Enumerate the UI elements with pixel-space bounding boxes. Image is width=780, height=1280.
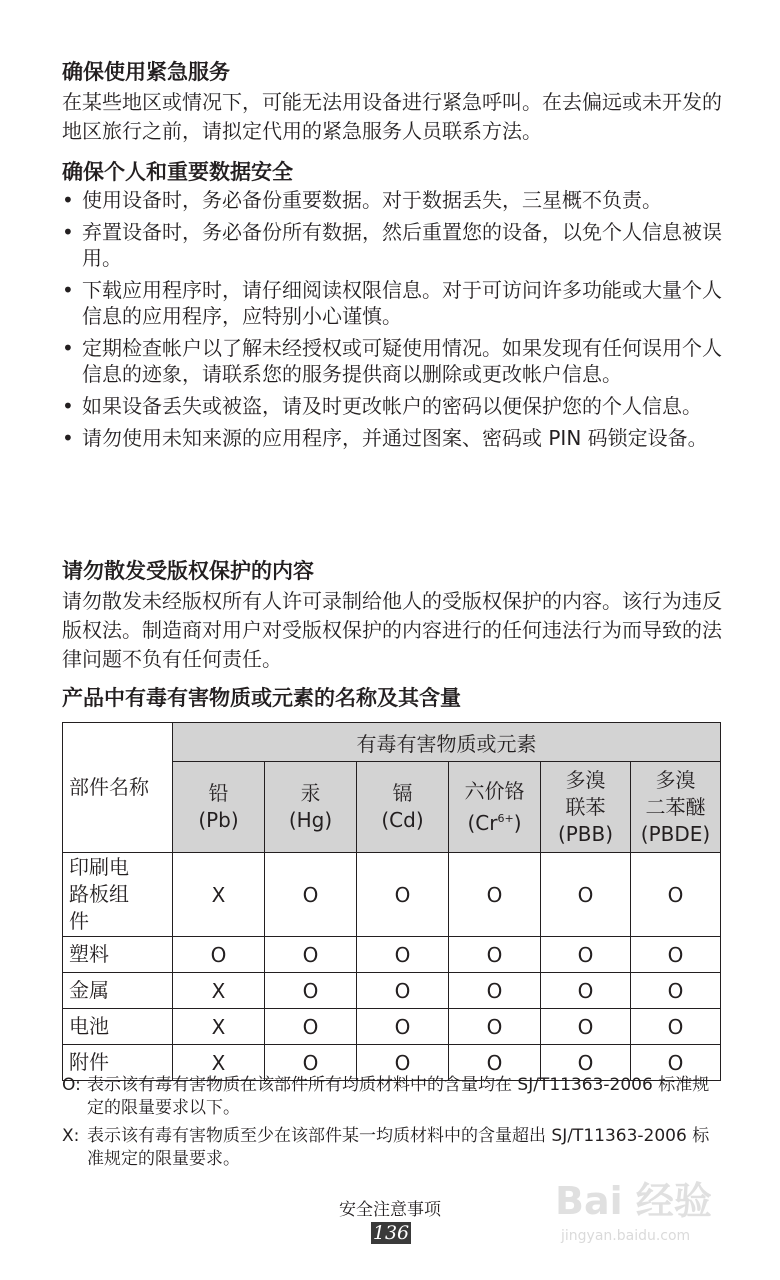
heading-hazardous-substances: 产品中有毒有害物质或元素的名称及其含量 <box>62 686 461 710</box>
table-cell: O <box>449 973 541 1009</box>
bullet-dot: • <box>62 336 74 360</box>
table-cell: X <box>173 853 265 937</box>
note-text: 表示该有毒有害物质至少在该部件某一均质材料中的含量超出 SJ/T11363-2006 标准规定的限量要求。 <box>87 1126 710 1169</box>
table-cell: O <box>541 853 631 937</box>
watermark-url: jingyan.baidu.com <box>561 1228 691 1244</box>
substance-name: 六价铬 <box>464 778 525 803</box>
bullet-dot: • <box>62 426 74 450</box>
substance-column-header <box>631 762 721 853</box>
substance-column-header <box>357 762 449 853</box>
substance-symbol: (PBB) <box>557 821 614 846</box>
watermark-logo: Bai 经验 <box>555 1179 712 1223</box>
list-item-text: 请勿使用未知来源的应用程序，并通过图案、密码或 PIN 码锁定设备。 <box>82 426 708 450</box>
note-marker: X: <box>62 1126 80 1146</box>
substance-group-header: 有毒有害物质或元素 <box>173 723 721 762</box>
substance-column-header <box>173 762 265 853</box>
table-cell: O <box>631 1045 721 1081</box>
symbol-suffix: ) <box>513 810 522 835</box>
hazardous-substances-table <box>62 722 721 1081</box>
substance-symbol: (PBDE) <box>640 821 711 846</box>
symbol-prefix: (Cr <box>467 810 498 835</box>
paragraph-copyright: 请勿散发未经版权所有人许可录制给他人的受版权保护的内容。该行为违反版权法。制造商对用户对受版权保护的内容进行的任何违法行为而导致的法律问题不负有任何责任。 <box>62 589 722 671</box>
heading-emergency: 确保使用紧急服务 <box>62 60 230 84</box>
substance-symbol: (Pb) <box>198 808 239 832</box>
table-cell: O <box>265 937 357 973</box>
substance-symbol <box>450 805 539 837</box>
page-number: 136 <box>372 1222 410 1244</box>
component-name: 印刷电路板组件 <box>63 853 173 937</box>
table-cell: O <box>631 937 721 973</box>
table-cell: X <box>173 1009 265 1045</box>
symbol-superscript: 6+ <box>497 811 514 825</box>
list-item <box>62 277 722 329</box>
list-item <box>62 187 722 213</box>
table-row <box>63 937 721 973</box>
list-item <box>62 425 722 451</box>
substance-name: 汞 <box>300 781 321 805</box>
data-security-list <box>62 187 722 457</box>
table-cell: O <box>357 937 449 973</box>
heading-data-security: 确保个人和重要数据安全 <box>62 160 293 184</box>
table-row <box>63 1009 721 1045</box>
component-name: 电池 <box>63 1009 173 1045</box>
table-cell: O <box>631 973 721 1009</box>
substance-name-line2: 联苯 <box>565 794 606 819</box>
substance-name-line2: 二苯醚 <box>645 794 706 819</box>
table-cell: O <box>357 973 449 1009</box>
substance-symbol: (Cd) <box>381 808 424 832</box>
list-item <box>62 219 722 271</box>
substance-name: 镉 <box>392 781 413 805</box>
component-header: 部件名称 <box>63 723 173 853</box>
table-cell: O <box>357 1009 449 1045</box>
table-cell: O <box>449 1045 541 1081</box>
paragraph-emergency: 在某些地区或情况下，可能无法用设备进行紧急呼叫。在去偏远或未开发的地区旅行之前，请拟定代用的紧急服务人员联系方法。 <box>62 90 722 143</box>
component-name: 附件 <box>63 1045 173 1081</box>
substance-name: 多溴 <box>565 767 606 792</box>
component-name: 塑料 <box>63 937 173 973</box>
table-cell: O <box>265 1045 357 1081</box>
list-item-text: 弃置设备时，务必备份所有数据，然后重置您的设备，以免个人信息被误用。 <box>82 220 722 270</box>
bullet-dot: • <box>62 394 74 418</box>
list-item <box>62 393 722 419</box>
note <box>62 1125 722 1171</box>
substance-column-header <box>541 762 631 853</box>
substance-column-header <box>265 762 357 853</box>
table-cell: O <box>357 1045 449 1081</box>
substance-symbol: (Hg) <box>288 808 333 832</box>
list-item-text: 下载应用程序时，请仔细阅读权限信息。对于可访问许多功能或大量个人信息的应用程序，应特别小心谨慎。 <box>82 278 722 328</box>
table-cell: O <box>173 937 265 973</box>
table-cell: O <box>541 937 631 973</box>
table-row <box>63 853 721 937</box>
table-cell: O <box>631 853 721 937</box>
table-cell: O <box>541 1009 631 1045</box>
note-text: 表示该有毒有害物质在该部件所有均质材料中的含量均在 SJ/T11363-2006 标准规定的限量要求以下。 <box>87 1075 710 1118</box>
substance-name: 铅 <box>208 781 229 805</box>
list-item <box>62 335 722 387</box>
table-cell: X <box>173 1045 265 1081</box>
bullet-dot: • <box>62 220 74 244</box>
footer-section-title: 安全注意事项 <box>339 1200 441 1220</box>
table-cell: O <box>541 1045 631 1081</box>
table-cell: O <box>449 853 541 937</box>
component-name: 金属 <box>63 973 173 1009</box>
note <box>62 1074 722 1120</box>
baidu-watermark <box>555 1170 745 1265</box>
table-cell: O <box>631 1009 721 1045</box>
list-item-text: 如果设备丢失或被盗，请及时更改帐户的密码以便保护您的个人信息。 <box>82 394 702 418</box>
substance-column-header <box>449 762 541 853</box>
table-cell: O <box>265 853 357 937</box>
table-row <box>63 973 721 1009</box>
table-cell: O <box>265 1009 357 1045</box>
table-cell: O <box>265 973 357 1009</box>
bullet-dot: • <box>62 188 74 212</box>
table-cell: O <box>449 937 541 973</box>
bullet-dot: • <box>62 278 74 302</box>
table-notes <box>62 1074 722 1176</box>
table-cell: O <box>357 853 449 937</box>
note-marker: O: <box>62 1075 81 1095</box>
list-item-text: 定期检查帐户以了解未经授权或可疑使用情况。如果发现有任何误用个人信息的迹象，请联系您的服务提供商以删除或更改帐户信息。 <box>82 336 722 386</box>
list-item-text: 使用设备时，务必备份重要数据。对于数据丢失，三星概不负责。 <box>82 188 662 212</box>
substance-name: 多溴 <box>655 767 696 792</box>
table-cell: X <box>173 973 265 1009</box>
heading-copyright: 请勿散发受版权保护的内容 <box>62 559 314 583</box>
table-cell: O <box>541 973 631 1009</box>
table-cell: O <box>449 1009 541 1045</box>
